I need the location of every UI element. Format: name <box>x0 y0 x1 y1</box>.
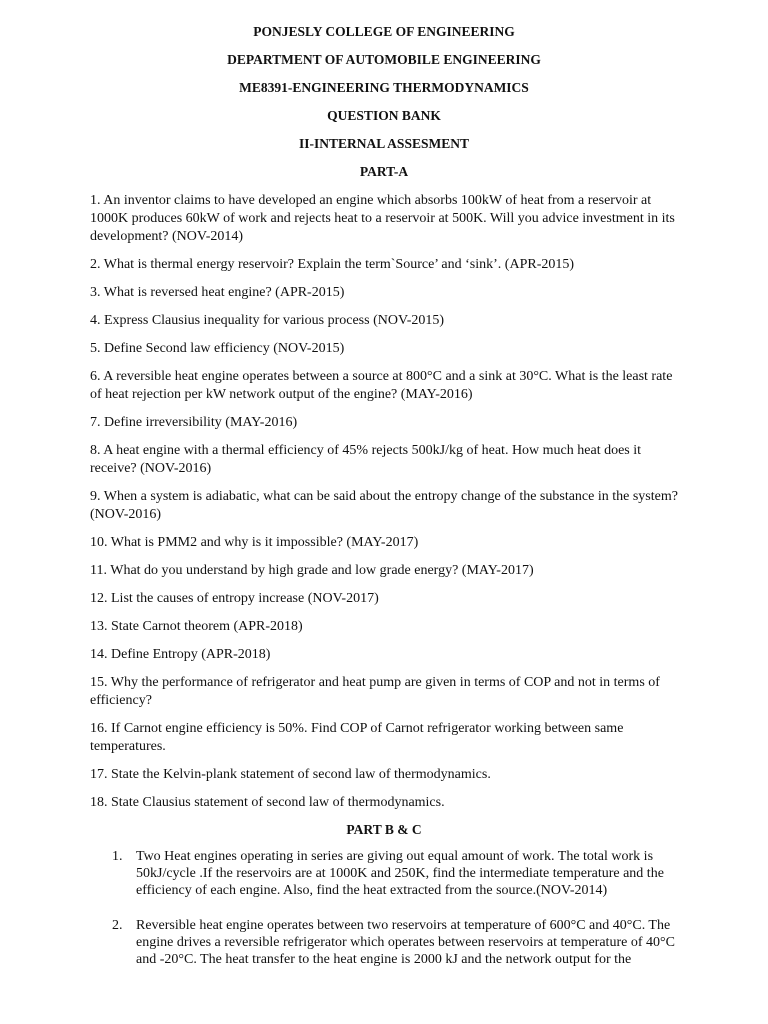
part-a-title: PART-A <box>359 164 409 179</box>
part-b-question <box>90 917 678 968</box>
part-a-question: 15. Why the performance of refrigerator and heat pump are given in terms of COP and not in terms of efficiency? <box>90 675 660 708</box>
exam-title: II-INTERNAL ASSESMENT <box>299 136 469 151</box>
document-type: QUESTION BANK <box>327 108 441 123</box>
part-a-question: 8. A heat engine with a thermal efficiency of 45% rejects 500kJ/kg of heat. How much heat does it receive? (NOV-2016) <box>90 443 642 476</box>
part-a-question: 14. Define Entropy (APR-2018) <box>90 647 271 662</box>
department-name: DEPARTMENT OF AUTOMOBILE ENGINEERING <box>227 52 541 67</box>
part-a-question: 10. What is PMM2 and why is it impossible? (MAY-2017) <box>90 535 419 550</box>
college-name: PONJESLY COLLEGE OF ENGINEERING <box>253 24 515 39</box>
course-title: ME8391-ENGINEERING THERMODYNAMICS <box>239 80 529 95</box>
part-a-question: 6. A reversible heat engine operates between a source at 800°C and a sink at 30°C. What is the least rate of heat rejection per kW network output of the engine? (MAY-2016) <box>90 369 673 402</box>
part-b-list <box>90 848 678 968</box>
question-number: 2. <box>112 918 123 933</box>
part-a-question: 13. State Carnot theorem (APR-2018) <box>90 619 303 634</box>
part-a-question: 9. When a system is adiabatic, what can be said about the entropy change of the substance in the system? (NOV-2016) <box>90 489 678 522</box>
part-a-question: 12. List the causes of entropy increase (NOV-2017) <box>90 591 379 606</box>
part-a-question: 7. Define irreversibility (MAY-2016) <box>90 415 298 430</box>
part-a-question: 18. State Clausius statement of second law of thermodynamics. <box>90 795 445 810</box>
part-a-question: 3. What is reversed heat engine? (APR-2015) <box>90 285 345 300</box>
question-number: 1. <box>112 849 123 864</box>
part-a-question: 11. What do you understand by high grade and low grade energy? (MAY-2017) <box>90 563 534 578</box>
question-text: Reversible heat engine operates between two reservoirs at temperature of 600°C and 40°C. The engine drives a reversible refrigerator which operates between reservoirs at temperature of 40°C and -20°C. The heat transfer to the heat engine is 2000 kJ and the network output for the <box>136 918 675 967</box>
part-a-question: 17. State the Kelvin-plank statement of second law of thermodynamics. <box>90 767 491 782</box>
part-b-title: PART B & C <box>346 822 422 837</box>
part-a-list <box>90 192 678 812</box>
part-a-question: 5. Define Second law efficiency (NOV-2015) <box>90 341 345 356</box>
part-a-question: 2. What is thermal energy reservoir? Explain the term`Source’ and ‘sink’. (APR-2015) <box>90 257 575 272</box>
part-a-question: 16. If Carnot engine efficiency is 50%. Find COP of Carnot refrigerator working between same temperatures. <box>90 721 624 754</box>
part-a-question: 1. An inventor claims to have developed an engine which absorbs 100kW of heat from a reservoir at 1000K produces 60kW of work and rejects heat to a reservoir at 500K. Will you advice investment in its development? (NOV-2014) <box>90 193 675 244</box>
question-text: Two Heat engines operating in series are giving out equal amount of work. The total work is 50kJ/cycle .If the reservoirs are at 1000K and 250K, find the intermediate temperature and the efficiency of each engine. Also, find the heat extracted from the source.(NOV-2014) <box>136 849 664 898</box>
part-a-question: 4. Express Clausius inequality for various process (NOV-2015) <box>90 313 445 328</box>
part-b-question <box>90 848 678 899</box>
